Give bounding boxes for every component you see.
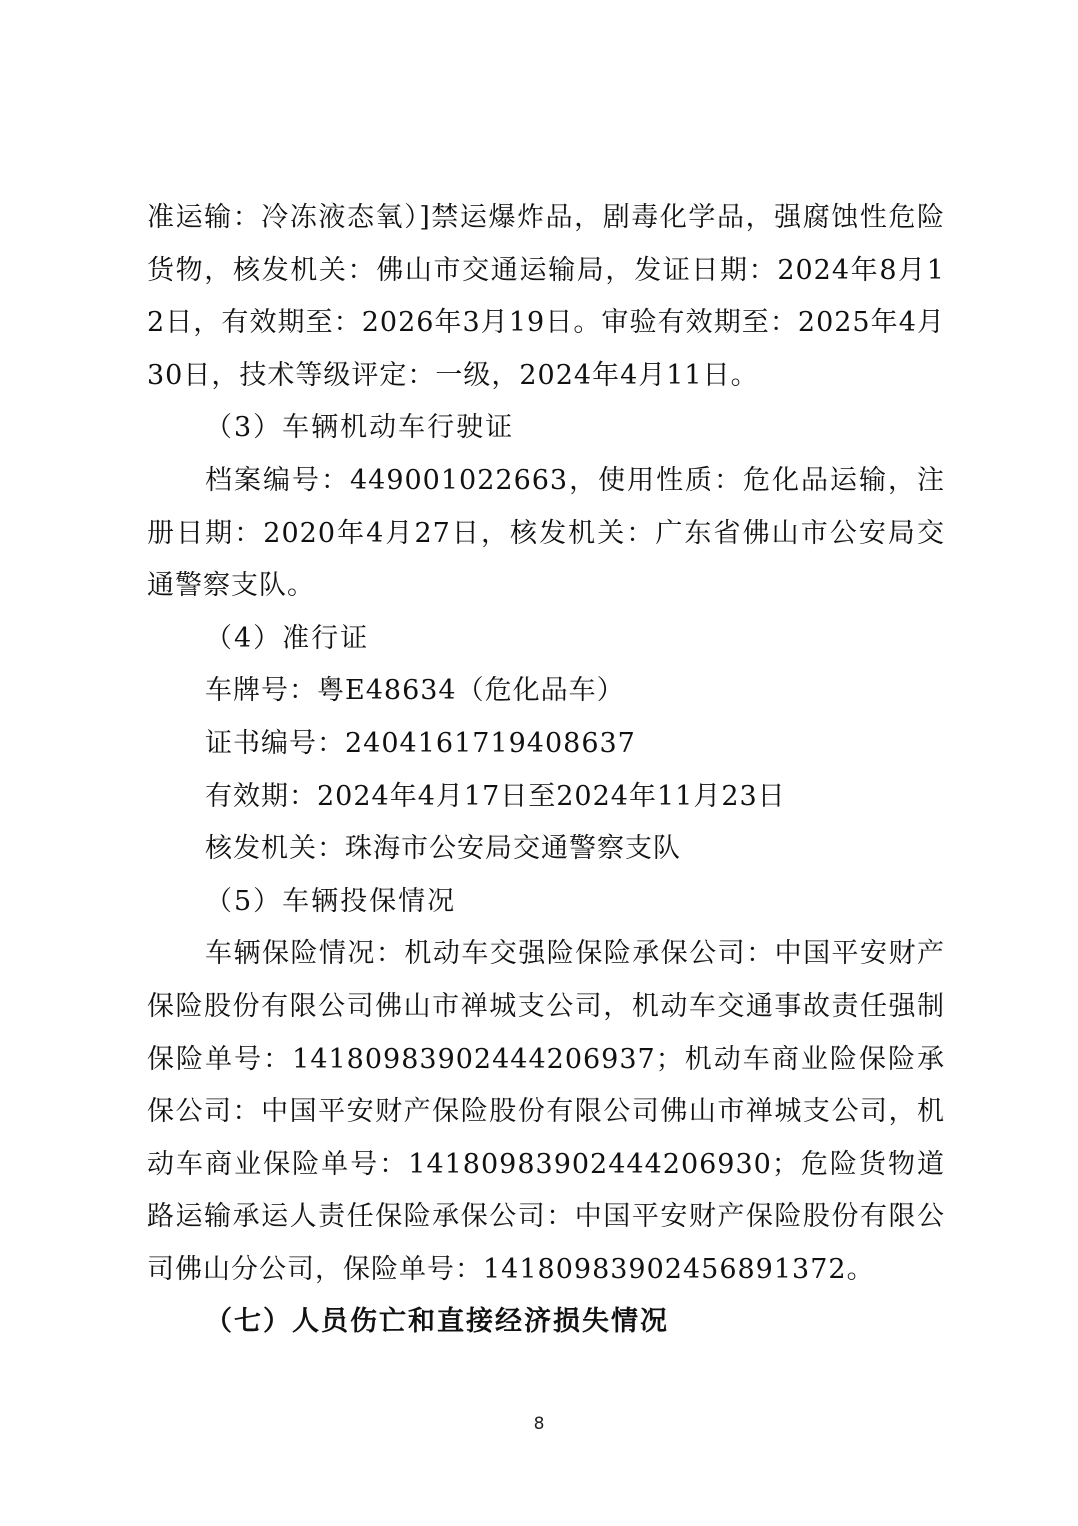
paragraph-plate-number: 车牌号：粤E48634（危化品车） (205, 675, 625, 707)
section-heading-casualties-losses: （七）人员伤亡和直接经济损失情况 (205, 1306, 669, 1338)
subheading-access-permit: （4）准行证 (205, 622, 370, 654)
paragraph-issuing-authority: 核发机关：珠海市公安局交通警察支队 (205, 833, 681, 865)
body-text (147, 192, 945, 1349)
subheading-vehicle-license: （3）车辆机动车行驶证 (205, 412, 515, 444)
paragraph-certificate-number: 证书编号：2404161719408637 (205, 727, 636, 759)
paragraph-insurance-details: 车辆保险情况：机动车交强险保险承保公司：中国平安财产保险股份有限公司佛山市禅城支公司，机动车交通事故责任强制保险单号：14180983902444206937；机动车商业险保险承保公司：中国平安财产保险股份有限公司佛山市禅城支公司，机动车商业保险单号：14180983902444206930；危险货物道路运输承运人责任保险承保公司：中国平安财产保险股份有限公司佛山分公司，保险单号：14180983902456891372。 (147, 938, 945, 1285)
paragraph-validity-period: 有效期：2024年4月17日至2024年11月23日 (205, 780, 786, 812)
subheading-vehicle-insurance: （5）车辆投保情况 (205, 885, 457, 917)
page-number: 8 (533, 1414, 545, 1434)
paragraph-vehicle-license-details: 档案编号：449001022663，使用性质：危化品运输，注册日期：2020年4月27日，核发机关：广东省佛山市公安局交通警察支队。 (147, 464, 945, 602)
paragraph-continuation-transport-permit: 准运输：冷冻液态氧）]禁运爆炸品，剧毒化学品，强腐蚀性危险货物，核发机关：佛山市交通运输局，发证日期：2024年8月12日，有效期至：2026年3月19日。审验有效期至：2025年4月30日，技术等级评定：一级，2024年4月11日。 (147, 202, 945, 391)
